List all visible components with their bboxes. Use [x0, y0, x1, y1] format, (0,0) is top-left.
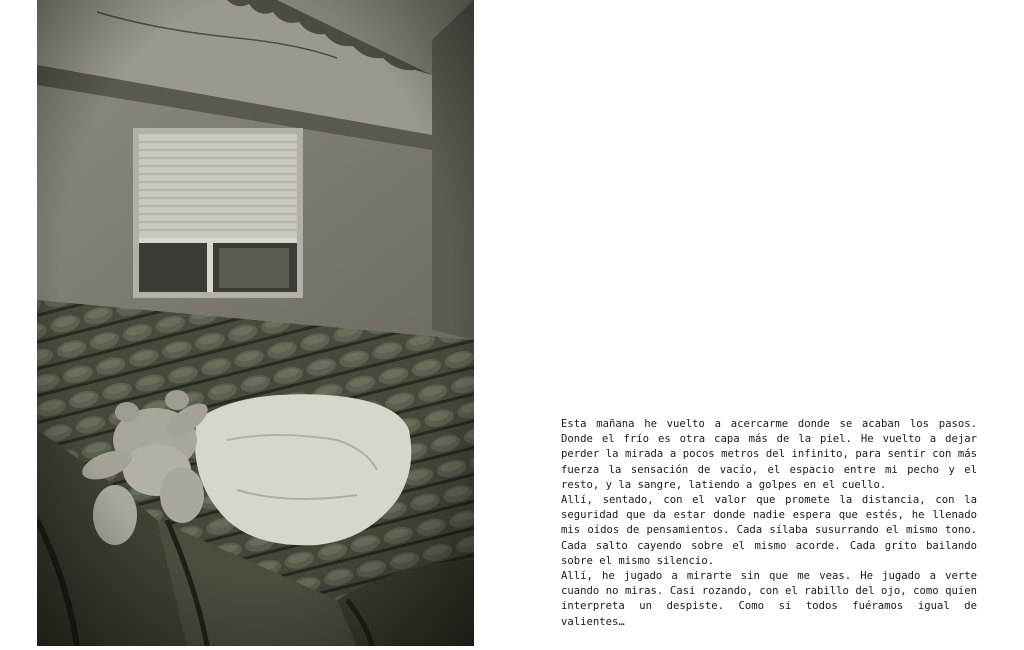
paragraph-3: Allí, he jugado a mirarte sin que me veas. He jugado a verte cuando no miras. Casi rozando, con el rabillo del ojo, como quien interpreta un despiste. Como si todos fuéramos igual de valientes… — [561, 570, 977, 628]
paragraph-1: Esta mañana he vuelto a acercarme donde se acaban los pasos. Donde el frío es otra capa más de la piel. He vuelto a dejar perder la mirada a pocos metros del infinito, para sentir con más fuerza la sensación de vacío, el espacio entre mi pecho y el resto, y la sangre, latiendo a golpes en el cuello. — [561, 418, 977, 491]
photo-teddy-on-roof — [37, 0, 474, 646]
prose-text — [561, 417, 977, 630]
paragraph-2: Allí, sentado, con el valor que promete la distancia, con la seguridad que da estar donde nadie espera que estés, he llenado mis oídos de pensamientos. Cada sílaba susurrando el mismo tono. Cada salto cayendo sobre el mismo acorde. Cada grito bailando sobre el mismo silencio. — [561, 494, 977, 567]
